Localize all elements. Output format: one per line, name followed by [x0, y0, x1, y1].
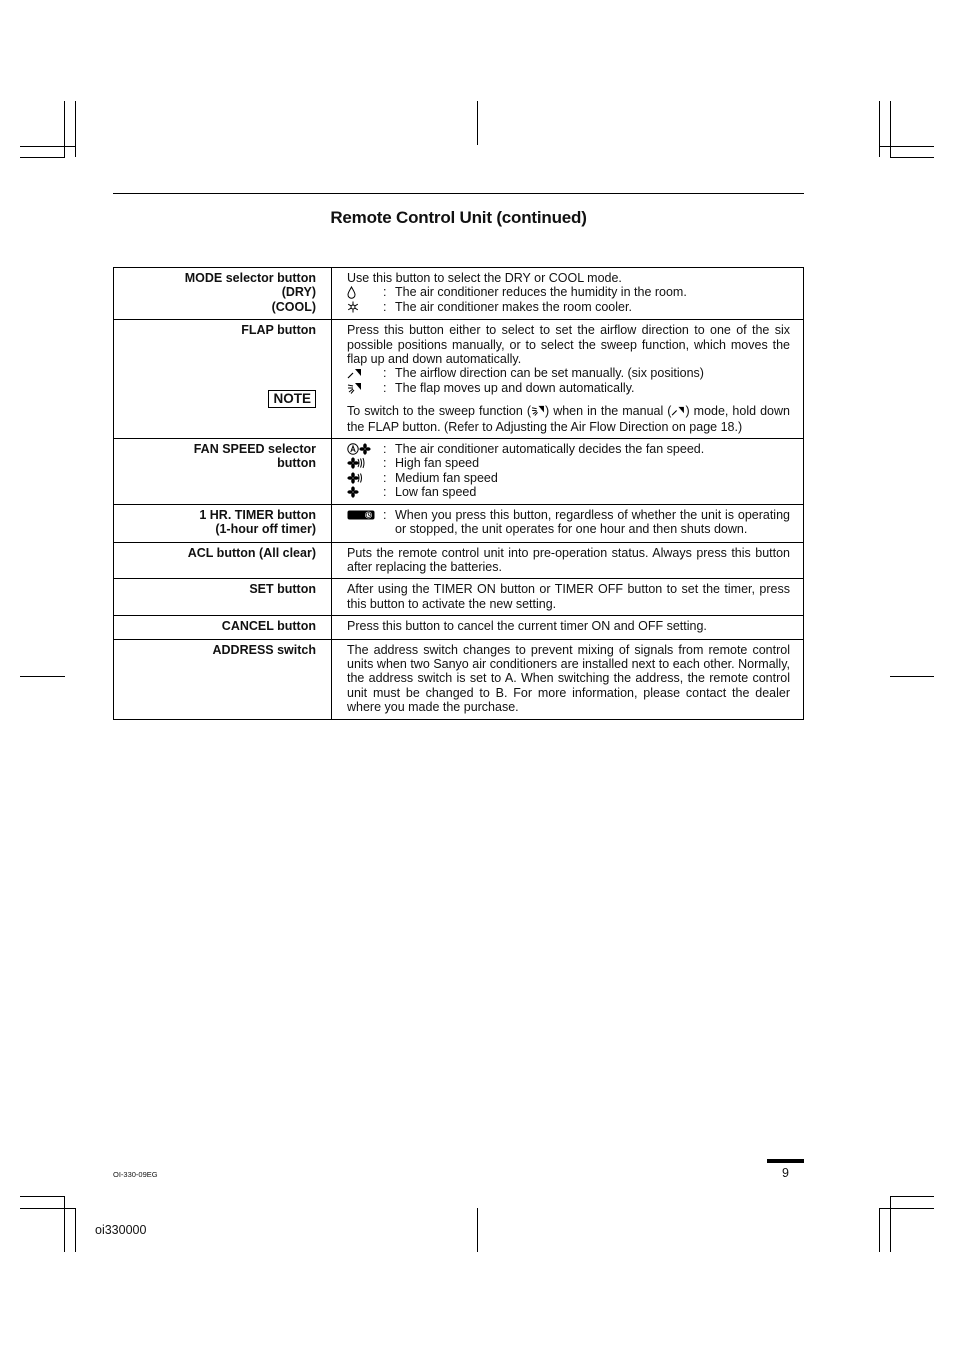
droplet-icon: [347, 285, 383, 299]
flap-manual-icon: [671, 405, 685, 419]
row-label: SET button: [114, 579, 332, 616]
crop-mark: [879, 1208, 880, 1252]
note-text: To switch to the sweep function ( ) when in the manual ( ) mode, hold down the FLAP button. (Refer to Adjusting the Air Flow Direction on page 18.): [347, 404, 790, 434]
fan-medium-icon: [347, 471, 383, 485]
flap-sweep-icon: [347, 381, 383, 395]
table-row: [114, 320, 804, 439]
table-row: [114, 542, 804, 579]
snowflake-icon: [347, 300, 383, 314]
list-item: : Low fan speed: [347, 485, 790, 499]
crop-mark: [890, 676, 934, 677]
crop-mark: [20, 676, 65, 677]
crop-mark: [64, 1196, 65, 1252]
row-description: The address switch changes to prevent mixing of signals from remote control units when two Sanyo air conditioners are installed next to each other. Normally, the address switch is set to A. When switching the address, the remote control unit must be changed to B. For more information, please contact the dealer where you made the purchase.: [332, 639, 804, 719]
fan-auto-icon: [347, 442, 383, 456]
flap-manual-icon: [347, 366, 383, 380]
crop-mark: [890, 157, 934, 158]
crop-mark: [477, 1208, 478, 1252]
row-description: Use this button to select the DRY or COOL mode. : The air conditioner reduces the humidity in the room. : The air conditioner makes the room cooler.: [332, 268, 804, 320]
page-number-bar: [767, 1159, 804, 1163]
crop-mark: [64, 101, 65, 157]
table-row: [114, 616, 804, 639]
page-number: 9: [782, 1166, 789, 1180]
row-description: After using the TIMER ON button or TIMER OFF button to set the timer, press this button to activate the new setting.: [332, 579, 804, 616]
list-item: : The air conditioner reduces the humidity in the room.: [347, 285, 790, 299]
row-description: Puts the remote control unit into pre-operation status. Always press this button after replacing the batteries.: [332, 542, 804, 579]
button-spec-table: [113, 267, 804, 720]
crop-mark: [890, 101, 891, 157]
crop-mark: [20, 157, 65, 158]
row-description: Press this button to cancel the current timer ON and OFF setting.: [332, 616, 804, 639]
crop-mark: [75, 1208, 76, 1252]
row-description: [332, 504, 804, 542]
crop-mark: [20, 1196, 65, 1197]
row-label: ACL button (All clear): [114, 542, 332, 579]
table-row: [114, 579, 804, 616]
row-label: ADDRESS switch: [114, 639, 332, 719]
row-description: [332, 439, 804, 505]
crop-mark: [879, 146, 934, 147]
crop-mark: [890, 1196, 891, 1252]
row-label: MODE selector button (DRY) (COOL): [114, 268, 332, 320]
list-item: : High fan speed: [347, 456, 790, 470]
note-badge: NOTE: [268, 390, 316, 408]
crop-mark: [477, 101, 478, 145]
crop-mark: [20, 146, 75, 147]
list-item: : Medium fan speed: [347, 471, 790, 485]
document-code: OI-330-09EG: [113, 1170, 158, 1179]
row-description: Press this button either to select to set the airflow direction to one of the six possible positions manually, or to select the sweep function, which moves the flap up and down automatically. : The airflow direction can be set manually. (six positions) : The flap moves up and down automatically. To switch to the sweep function ( ) when in the manual ( ) mode, hold down the FLAP button. (Refer to Adjusting the Air Flow Direction on page 18.): [332, 320, 804, 439]
table-row: [114, 504, 804, 542]
list-item: : The air conditioner automatically decides the fan speed.: [347, 442, 790, 456]
table-row: [114, 639, 804, 719]
row-label: FLAP button NOTE: [114, 320, 332, 439]
list-item: : The flap moves up and down automatically.: [347, 381, 790, 395]
crop-mark: [75, 101, 76, 157]
crop-mark: [879, 101, 880, 157]
flap-sweep-icon: [531, 405, 545, 419]
list-item: : The airflow direction can be set manually. (six positions): [347, 366, 790, 380]
file-id: oi330000: [95, 1223, 147, 1237]
fan-high-icon: [347, 456, 383, 470]
crop-mark: [879, 1208, 934, 1209]
page-title: Remote Control Unit (continued): [330, 208, 587, 227]
table-row: [114, 439, 804, 505]
crop-mark: [890, 1196, 934, 1197]
header-rule: [113, 193, 804, 194]
table-row: [114, 268, 804, 320]
list-item: : The air conditioner makes the room cooler.: [347, 300, 790, 314]
row-label: FAN SPEED selector button: [114, 439, 332, 505]
fan-low-icon: [347, 485, 383, 499]
row-label: 1 HR. TIMER button (1-hour off timer): [114, 504, 332, 542]
timer-icon: [347, 508, 383, 522]
crop-mark: [20, 1208, 75, 1209]
row-label: CANCEL button: [114, 616, 332, 639]
list-item: : When you press this button, regardless of whether the unit is operating or stopped, the unit operates for one hour and then shuts down.: [347, 508, 790, 537]
